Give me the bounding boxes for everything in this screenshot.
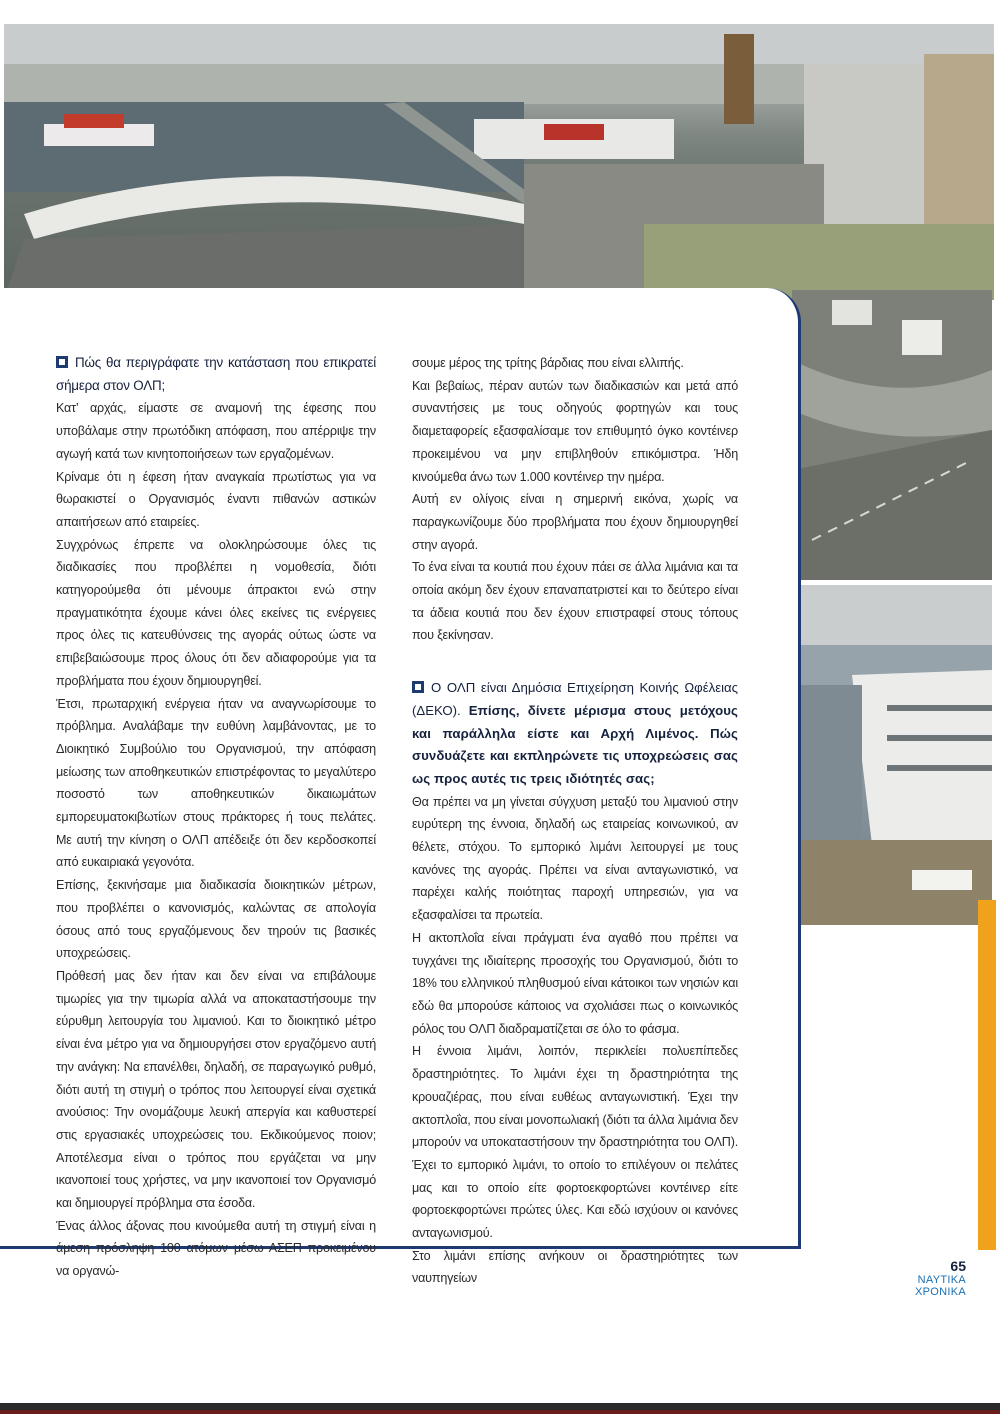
right-column — [412, 352, 738, 1290]
bottom-edge-bar — [0, 1403, 1000, 1410]
left-paragraph: Κρίναμε ότι η έφεση ήταν αναγκαία πρωτίστως για να θωρακιστεί ο Οργανισμός έναντι πιθανών αστικών απαιτήσεων από εταιρείες. — [56, 469, 376, 529]
page-footer — [915, 1258, 966, 1298]
photo-cruise-ship — [792, 585, 992, 925]
right-paragraph: Θα πρέπει να μη γίνεται σύγχυση μεταξύ του λιμανιού στην ευρύτερη της έννοια, δηλαδή ως εταιρείας κοινωνικού, αν θέλετε, στόχου. Το εμπορικό λιμάνι λειτουργεί με τους κανόνες της αγοράς. Πρέπει να είναι ανταγωνιστικό, να παρέχει καλής ποιότητας παροχή υπηρεσιών, για να εξασφαλίσει τα πρωτεία. — [412, 794, 738, 923]
right-paragraph: Η ακτοπλοΐα είναι πράγματι ένα αγαθό που πρέπει να τυγχάνει της ιδιαίτερης προσοχής του Οργανισμού, διότι το 18% του ελληνικού πληθυσμού είναι κάτοικοι των νησιών και εδώ θα μπορούσε κάποιος να σχολιάσει πως ο κοινωνικός ρόλος του ΟΛΠ διαδραματίζεται σε όλο το φάσμα. — [412, 930, 738, 1036]
right-paragraph: Αυτή εν ολίγοις είναι η σημερινή εικόνα, χωρίς να παραγκωνίζουμε δύο προβλήματα που έχουν δημιουργηθεί στην αγορά. — [412, 492, 738, 552]
right-paragraph: Το ένα είναι τα κουτιά που έχουν πάει σε άλλα λιμάνια και τα οποία ακόμη δεν έχουν επαναπατριστεί και το δεύτερο είναι τα άδεια κουτιά που δεν έχουν επιστραφεί στους τόπους που ξεκίνησαν. — [412, 560, 738, 643]
left-column — [56, 352, 376, 1283]
question-bullet-icon — [412, 681, 424, 693]
left-paragraph: Συγχρόνως έπρεπε να ολοκληρώσουμε όλες τις διαδικασίες που προβλέπει η νομοθεσία, διότι κατηγορούμεθα ότι μένουμε άπρακτοι ενώ στην πραγματικότητα έχουμε κάνει όλες εκείνες τις ενέργειες προς όλες τις κατευθύνσεις της αγοράς ούτως ώστε να επιβεβαιώσουμε προς όλους ότι δεν αδιαφορούμε για τα προβλήματα που έχουν δημιουργηθεί. — [56, 537, 376, 688]
question-2-lead: Ο ΟΛΠ είναι Δημόσια Επιχείρηση Κοινής Ωφέλειας (ΔΕΚΟ). — [412, 680, 738, 718]
right-paragraph: Και βεβαίως, πέραν αυτών των διαδικασιών και μετά από συναντήσεις με τους οδηγούς φορτηγών και τους διαμεταφορείς εξασφαλίσαμε τον επιθυμητό όγκο κοντέινερ προκειμένου να μην επιβληθούν επικόμιστρα. Ήδη κινούμεθα άνω των 1.000 κοντέινερ την ημέρα. — [412, 378, 738, 484]
page-number: 65 — [950, 1258, 966, 1274]
question-bullet-icon — [56, 356, 68, 368]
magazine-name-line1: ΝΑΥΤΙΚΑ — [917, 1274, 966, 1286]
left-paragraph: Έτσι, πρωταρχική ενέργεια ήταν να αναγνωρίσουμε το πρόβλημα. Αναλάβαμε την ευθύνη λαμβάνοντας, με το Διοικητικό Συμβούλιο του Οργανισμού, την απόφαση μείωσης των αποθηκευτικών επιστρέφοντας το μεγαλύτερο ποσοστό των αποθηκευτικών δικαιωμάτων εμπορευματοκιβωτίων στους πράκτορες ή τους πελάτες. Με αυτή την κίνηση ο ΟΛΠ απέδειξε ότι δεν κερδοσκοπεί από ευκαιριακά γεγονότα. — [56, 696, 376, 870]
question-2-text: Επίσης, δίνετε μέρισμα στους μετόχους και παράλληλα είστε και Αρχή Λιμένος. Πώς συνδυάζετε και εκπληρώνετε τις υποχρεώσεις σας ως προς αυτές τις τρεις ιδιότητές σας; — [412, 702, 738, 786]
left-paragraph: Ένας άλλος άξονας που κινούμεθα αυτή τη στιγμή είναι η άμεση πρόσληψη 100 ατόμων μέσω ΑΣΕΠ προκειμένου να οργανώ- — [56, 1218, 376, 1279]
right-paragraph: Η έννοια λιμάνι, λοιπόν, περικλείει πολυεπίπεδες δραστηριότητες. Το λιμάνι έχει τη δραστηριότητα της κρουαζιέρας, που είναι ευθέως ανταγωνιστική. Έχει την ακτοπλοΐα, που είναι μονοπωλιακή (διότι τα άλλα λιμάνια δεν μπορούν να υποκαταστήσουν την δραστηριότητα του ΟΛΠ). Έχει το εμπορικό λιμάνι, το οποίο το επιλέγουν οι πελάτες μας και το οποίο είτε φορτοεκφορτώνει κοντέινερ είτε φορτοεκφορτώνει πρώτες ύλες. Και εδώ ισχύουν οι κανόνες ανταγωνισμού. — [412, 1044, 738, 1241]
question-1-text: Πώς θα περιγράφατε την κατάσταση που επικρατεί σήμερα στον ΟΛΠ; — [56, 355, 376, 393]
photo-port-terminal-art — [4, 24, 994, 300]
photo-cruise-ship-art — [792, 585, 992, 925]
left-paragraph: Κατ’ αρχάς, είμαστε σε αναμονή της έφεσης που υποβάλαμε στην πρωτόδικη απόφαση, που απέρριψε την αγωγή κατά των κινητοποιήσεων των εργαζομένων. — [56, 401, 376, 461]
photo-port-road — [792, 290, 992, 580]
photo-frame-accent — [778, 900, 996, 1250]
right-paragraph: σουμε μέρος της τρίτης βάρδιας που είναι ελλιπής. — [412, 356, 684, 370]
left-paragraph: Πρόθεσή μας δεν ήταν και δεν είναι να επιβάλουμε τιμωρίες για την τιμωρία αλλά να αποκαταστήσουμε την εύρυθμη λειτουργία του λιμανιού. Και το διοικητικό μέτρο είναι ένα μέτρο για να δημιουργήσει στον εργαζόμενο αυτή την ανάγκη: Να επανέλθει, δηλαδή, σε παραγωγικό ρυθμό, διότι αυτή τη στιγμή ο τρόπος που λειτουργεί είναι σχετικά ανούσιος: Την ονομάζουμε λευκή απεργία και καθυστερεί στις εργασιακές υποχρεώσεις του. Εκδικούμενος ποιον; Αποτέλεσμα είναι ο τρόπος που εργάζεται να μην ικανοποιεί τους χρήστες, να μην ικανοποιεί τον Οργανισμό και δημιουργεί πρόβλημα στα έσοδα. — [56, 968, 376, 1211]
photo-port-road-art — [792, 290, 992, 580]
question-2 — [412, 677, 738, 791]
magazine-name-line2: ΧΡΟΝΙΚΑ — [914, 1286, 966, 1298]
left-paragraph: Επίσης, ξεκινήσαμε μια διαδικασία διοικητικών μέτρων, που προβλέπει ο κανονισμός, καλώντας σε απολογία όσους από τους εργαζόμενους δεν τηρούν τις βασικές υποχρεώσεις. — [56, 878, 376, 961]
photo-port-terminal — [4, 24, 994, 300]
right-paragraph: Στο λιμάνι επίσης ανήκουν οι δραστηριότητες των ναυπηγείων — [412, 1248, 738, 1286]
question-1 — [56, 352, 376, 397]
